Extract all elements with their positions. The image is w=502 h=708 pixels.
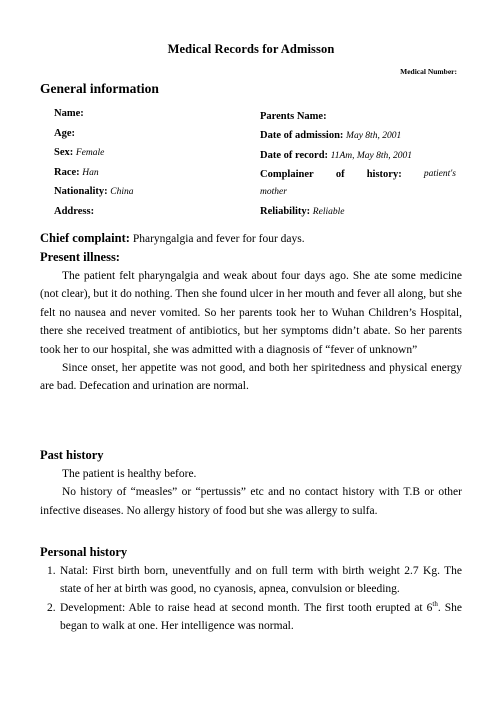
present-illness-heading: Present illness: (40, 250, 120, 264)
document-title: Medical Records for Admisson (167, 42, 335, 56)
nationality-field: Nationality: China (54, 186, 134, 198)
present-illness-paragraph-2: Since onset, her appetite was not good, and both her spiritedness and physical energy are bad. Defecation and urination are normal. (40, 362, 462, 393)
age-field: Age: (54, 127, 75, 139)
general-info-left-column (54, 104, 244, 222)
reliability-field: Reliability: Reliable (260, 206, 345, 218)
sex-field: Sex: Female (54, 147, 105, 159)
past-history-heading: Past history (40, 448, 104, 462)
name-field: Name: (54, 108, 84, 119)
chief-complaint: Chief complaint: Pharyngalgia and fever for four days. (40, 231, 305, 245)
list-item: 2. Development: Able to raise head at second month. The first tooth erupted at 6th. She began to walk at one. Her intelligence was normal. (47, 599, 462, 633)
personal-history-list (40, 562, 462, 636)
past-history-paragraph-1: The patient is healthy before. (62, 468, 197, 480)
complainer-value-continued: mother (260, 187, 287, 198)
present-illness-section (40, 250, 462, 396)
personal-history-heading: Personal history (40, 545, 128, 559)
general-info-right-column (260, 107, 456, 221)
personal-history-section (40, 544, 462, 636)
present-illness-paragraph-1: The patient felt pharyngalgia and weak about four days ago. She ate some medicine (not clear), but it do nothing. Then she found ulcer in her mouth and fever all along, but she felt no nausea and never vomited. So her parents took her to Wuhan Children’s Hospital, there she received treatment of antibiotics, but her symptoms didn’t abate. So her parents took her to our hospital, she was admitted with a diagnosis of “fever of unknown” (40, 270, 462, 356)
date-of-record-field: Date of record: 11Am, May 8th, 2001 (260, 149, 413, 161)
general-information-heading: General information (40, 81, 159, 96)
address-field: Address: (54, 205, 95, 217)
complainer-of-history-field: Complainer of history: patient's (260, 168, 456, 180)
parents-name-field: Parents Name: (260, 111, 327, 122)
list-item: 1. Natal: First birth born, uneventfully and on full term with birth weight 2.7 Kg. The state of her at birth was good, no cyanosis, apnea, convulsion or bleeding. (47, 565, 462, 596)
medical-number-label: Medical Number: (400, 67, 457, 76)
past-history-paragraph-2: No history of “measles” or “pertussis” etc and no contact history with T.B or other infective diseases. No allergy history of food but she was allergy to sulfa. (40, 486, 462, 517)
past-history-section (40, 448, 462, 520)
date-of-admission-field: Date of admission: May 8th, 2001 (260, 130, 402, 142)
race-field: Race: Han (54, 166, 99, 178)
